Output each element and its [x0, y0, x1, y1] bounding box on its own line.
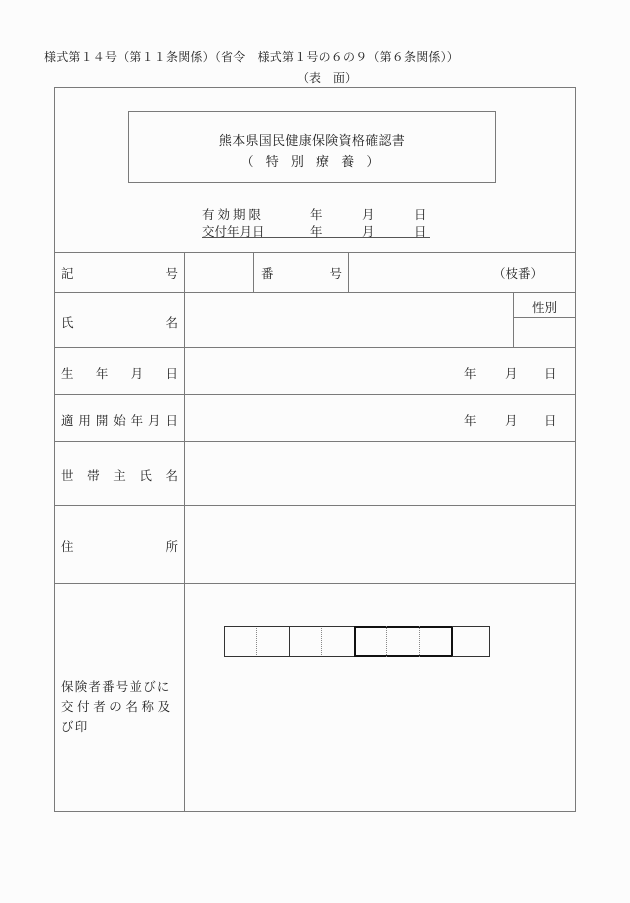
insurer-label: 保険者番号並びに 交付者の名称及 び印 [61, 679, 174, 734]
gender-label: 性別 [532, 300, 558, 315]
document-title: 熊本県国民健康保険資格確認書 [218, 134, 406, 149]
row-divider [54, 252, 576, 253]
gender-field[interactable] [515, 319, 575, 346]
issue-month[interactable]: 月 [362, 224, 375, 239]
start-year[interactable]: 年 [464, 413, 477, 428]
birth-month[interactable]: 月 [505, 366, 518, 381]
start-date-label: 適 用 開 始 年 月 日 [61, 413, 178, 428]
title-box [128, 111, 496, 183]
expiry-label: 有効期限 [202, 207, 265, 222]
column-divider [348, 252, 349, 292]
expiry-day[interactable]: 日 [414, 207, 427, 222]
insurer-number-box-3[interactable] [289, 626, 322, 657]
start-day[interactable]: 日 [544, 413, 557, 428]
insurer-number-box-7[interactable] [420, 626, 453, 657]
expiry-month[interactable]: 月 [362, 207, 375, 222]
name-label: 氏 名 [61, 315, 178, 330]
row-divider [54, 347, 576, 348]
address-label: 住 所 [61, 539, 178, 554]
row-divider [54, 394, 576, 395]
insurer-number-box-6[interactable] [387, 626, 420, 657]
insurer-number-box-2[interactable] [256, 626, 289, 657]
document-subtitle: （ 特 別 療 養 ） [240, 155, 384, 170]
number-label: 番 号 [261, 266, 342, 281]
insurer-number-box-1[interactable] [224, 626, 257, 657]
birth-day[interactable]: 日 [544, 366, 557, 381]
address-field[interactable] [186, 507, 575, 582]
row-divider [54, 583, 576, 584]
form-reference: 様式第１４号（第１１条関係）（省令 様式第１号の６の９（第６条関係）） [44, 50, 460, 64]
issue-label: 交付年月日 [202, 224, 265, 239]
start-month[interactable]: 月 [505, 413, 518, 428]
symbol-field[interactable] [186, 254, 252, 291]
branch-number-label: （枝番） [493, 266, 544, 281]
gender-divider [513, 317, 576, 318]
birth-year[interactable]: 年 [464, 366, 477, 381]
row-divider [54, 441, 576, 442]
row-divider [54, 505, 576, 506]
number-field[interactable] [350, 254, 480, 291]
issue-day[interactable]: 日 [414, 224, 427, 239]
issue-year[interactable]: 年 [310, 224, 323, 239]
birth-date-label: 生 年 月 日 [61, 366, 178, 381]
column-divider [513, 292, 514, 347]
issue-date-line [202, 222, 430, 238]
householder-label: 世 帯 主 氏 名 [61, 468, 178, 483]
expiry-year[interactable]: 年 [310, 207, 323, 222]
insurer-number-box-5[interactable] [354, 626, 387, 657]
symbol-label: 記 号 [61, 266, 178, 281]
householder-field[interactable] [186, 443, 575, 504]
face-label: （表 面） [296, 71, 357, 85]
column-divider [253, 252, 254, 292]
insurer-number-box-8[interactable] [452, 626, 490, 657]
label-column-divider [184, 252, 185, 812]
row-divider [54, 292, 576, 293]
name-field[interactable] [186, 294, 512, 346]
issuer-name-seal-field[interactable] [186, 665, 575, 810]
insurer-number-box-4[interactable] [321, 626, 355, 657]
